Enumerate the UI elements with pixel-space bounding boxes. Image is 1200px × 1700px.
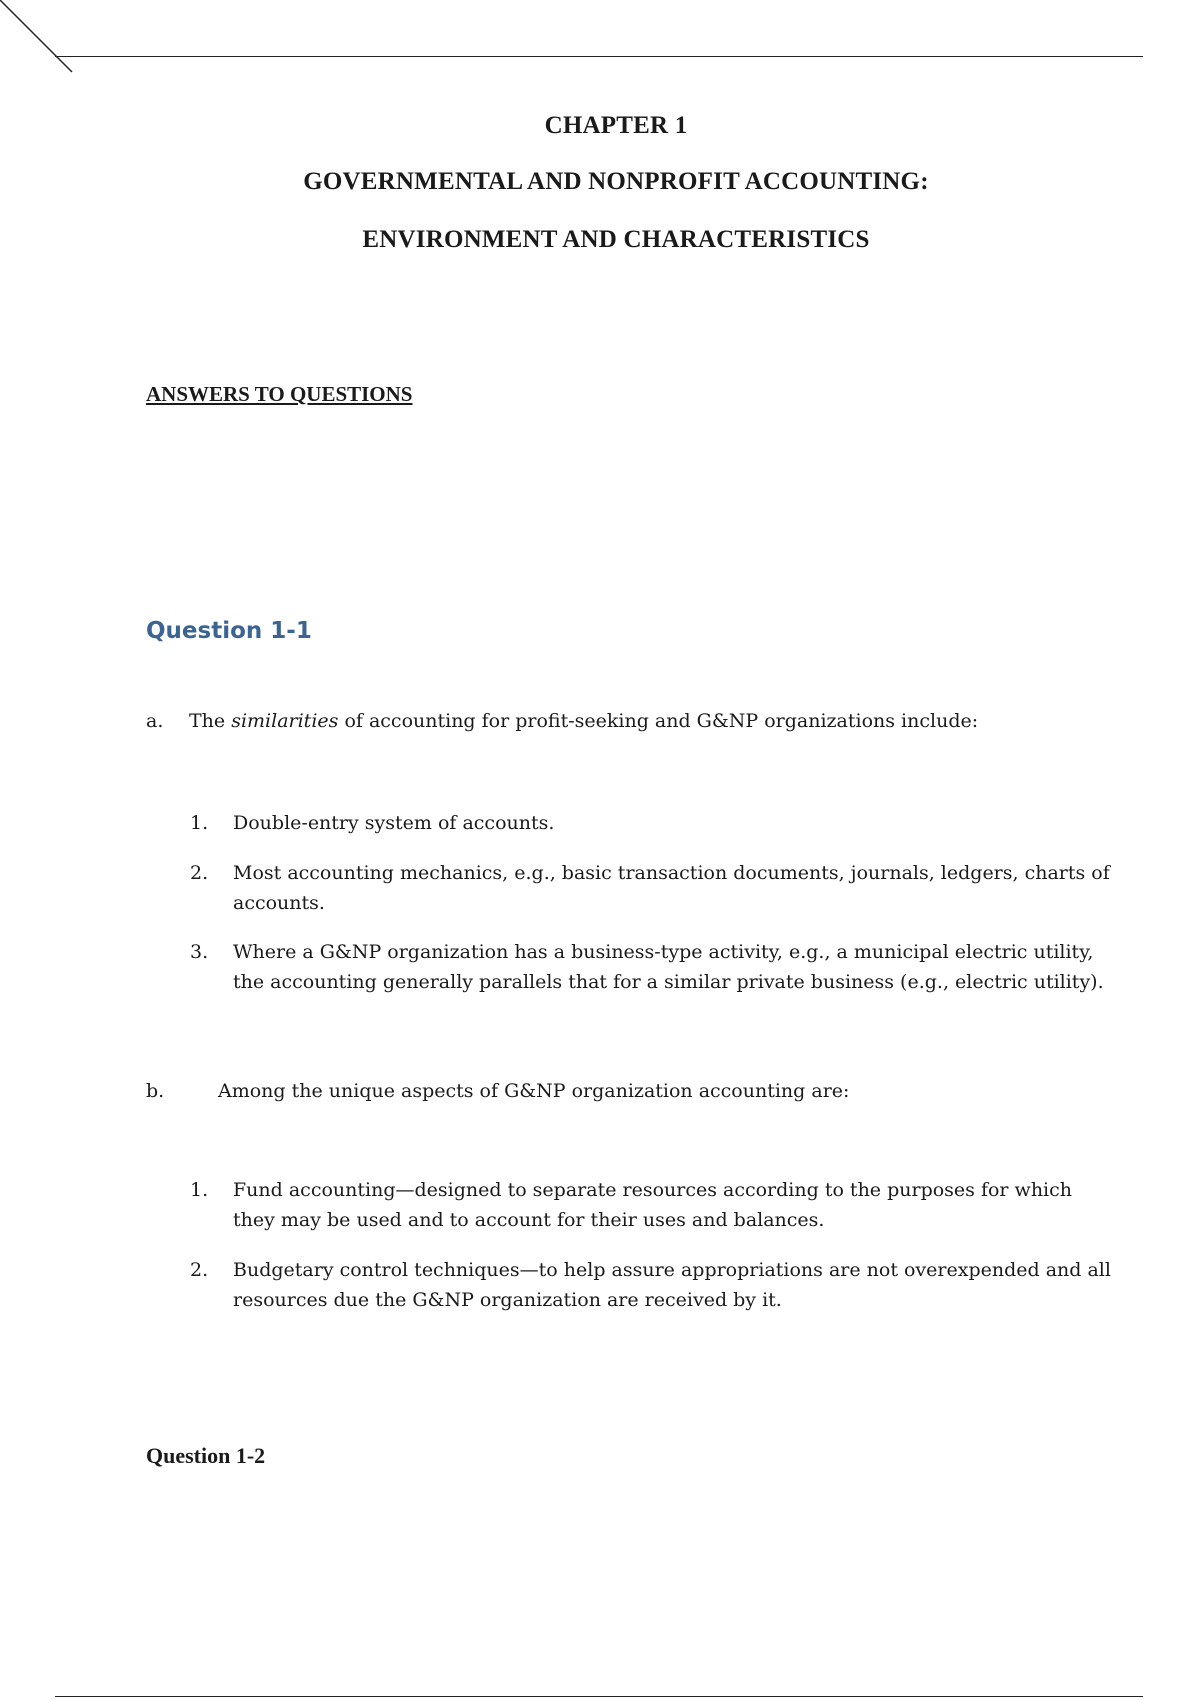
part-a-item-2-text: Most accounting mechanics, e.g., basic transaction documents, journals, ledgers, charts of accounts. bbox=[233, 862, 1110, 914]
question-1-1-heading: Question 1-1 bbox=[146, 618, 312, 644]
question-1-2-heading: Question 1-2 bbox=[146, 1443, 266, 1468]
section-heading: ANSWERS TO QUESTIONS bbox=[146, 382, 413, 406]
bottom-rule bbox=[55, 1696, 1143, 1697]
part-b-marker: b. bbox=[146, 1080, 165, 1102]
part-a-intro-after: of accounting for profit-seeking and G&NP organizations include: bbox=[338, 710, 979, 732]
chapter-title-line-1: GOVERNMENTAL AND NONPROFIT ACCOUNTING: bbox=[303, 168, 929, 195]
corner-crop-mark bbox=[0, 0, 80, 80]
part-a-item-3-number: 3. bbox=[190, 941, 209, 963]
part-a-intro bbox=[189, 706, 1109, 736]
part-b-item-2-text: Budgetary control techniques—to help assure appropriations are not overexpended and all resources due the G&NP organization are received by it. bbox=[233, 1259, 1111, 1311]
part-a-item-1-number: 1. bbox=[190, 812, 209, 834]
part-a-item-1-text: Double-entry system of accounts. bbox=[233, 812, 555, 834]
part-b-intro: Among the unique aspects of G&NP organization accounting are: bbox=[218, 1080, 850, 1102]
chapter-number: CHAPTER 1 bbox=[544, 112, 688, 139]
part-b-item-1-number: 1. bbox=[190, 1179, 209, 1201]
part-b-item-1-text: Fund accounting—designed to separate resources according to the purposes for which they may be used and to account for their uses and balances. bbox=[233, 1179, 1073, 1231]
part-a-marker: a. bbox=[146, 710, 164, 732]
part-a-item-2-number: 2. bbox=[190, 862, 209, 884]
part-a-intro-before: The bbox=[189, 710, 232, 732]
part-a-intro-emphasis: similarities bbox=[231, 710, 339, 732]
part-b-item-2-number: 2. bbox=[190, 1259, 209, 1281]
part-a-item-3-text: Where a G&NP organization has a business-type activity, e.g., a municipal electric utility, the accounting generally parallels that for a similar private business (e.g., electric utility). bbox=[233, 941, 1104, 993]
top-rule bbox=[55, 56, 1143, 57]
chapter-title-line-2: ENVIRONMENT AND CHARACTERISTICS bbox=[362, 226, 870, 253]
